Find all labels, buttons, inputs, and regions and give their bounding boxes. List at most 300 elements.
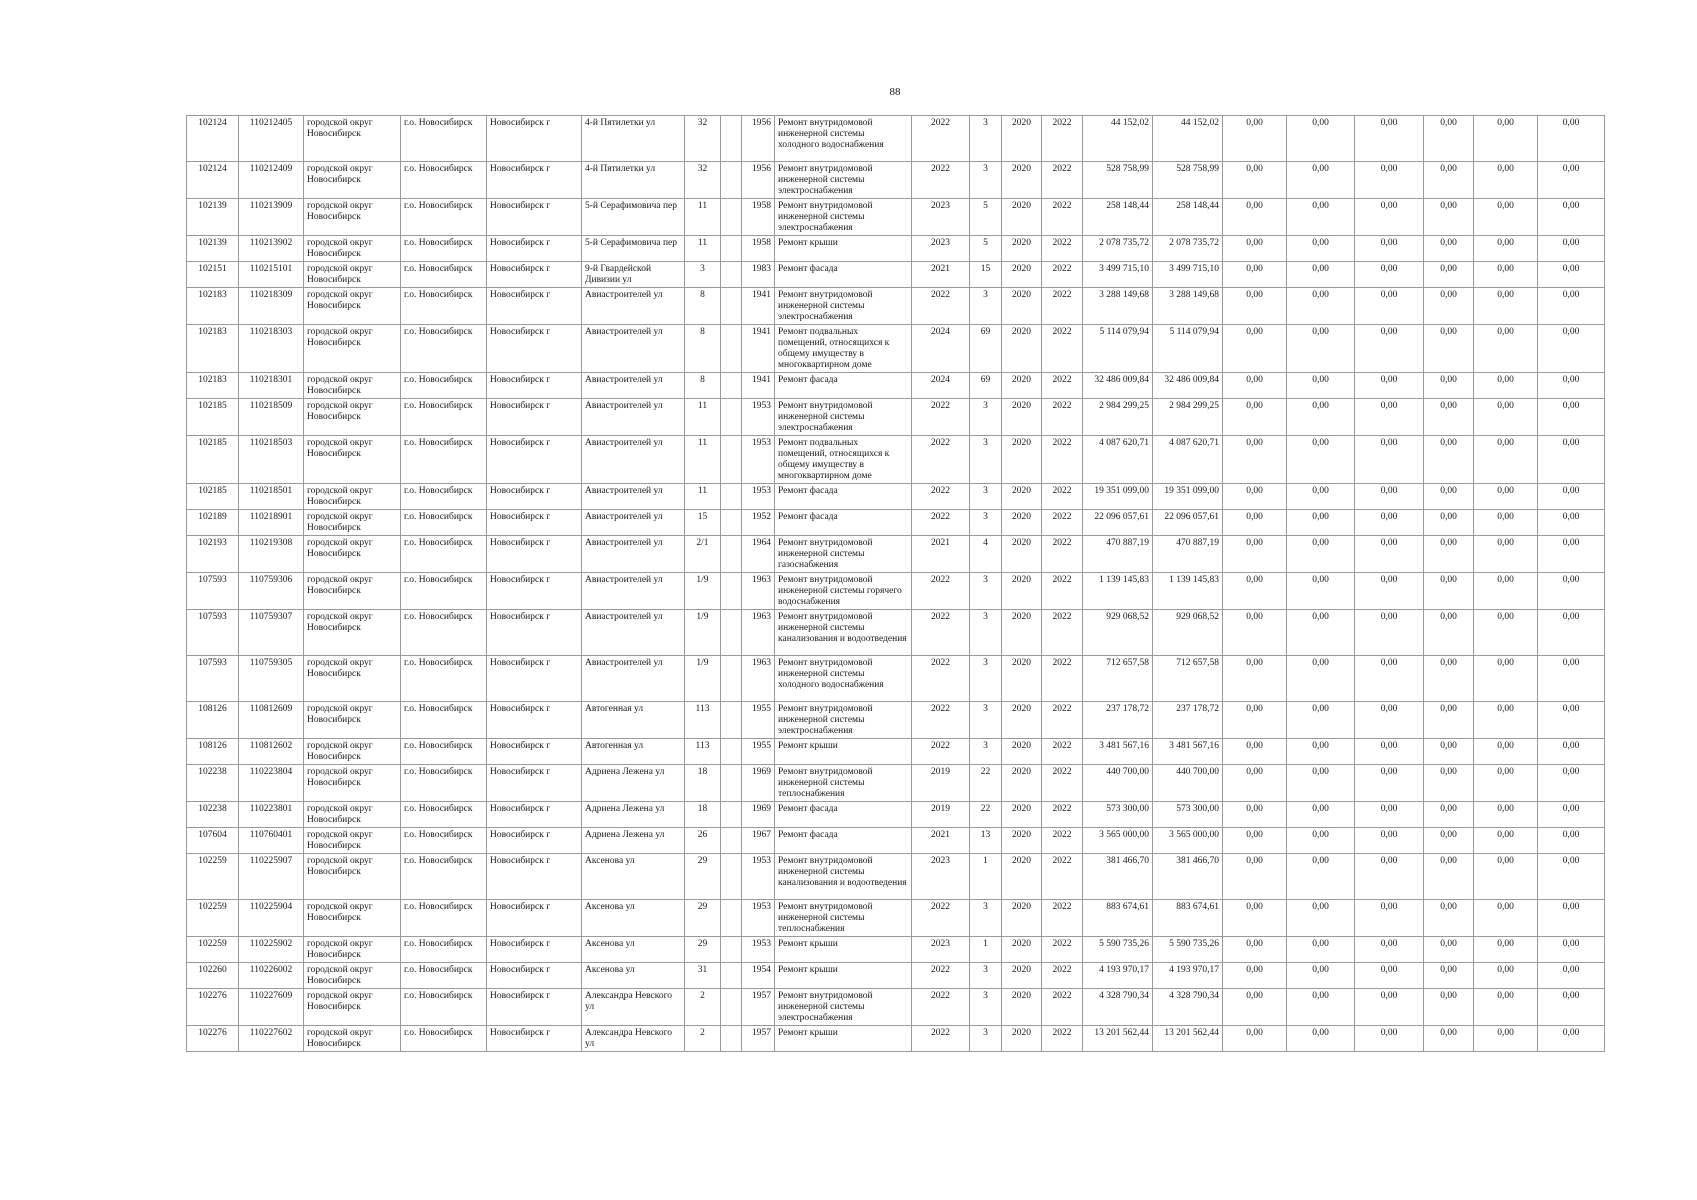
cell-cost-col-6: 0,00 (1538, 536, 1605, 573)
cell-street: Автогенная ул (582, 702, 685, 739)
cell-work-id: 110225904 (239, 900, 304, 937)
cell-period-start: 2020 (1002, 373, 1042, 399)
cell-built-year: 1964 (742, 536, 775, 573)
cell-municipality: городской округ Новосибирск (304, 162, 401, 199)
cell-period-end: 2022 (1042, 236, 1083, 262)
cell-cost-col-1: 0,00 (1223, 236, 1287, 262)
cell-cost-col-6: 0,00 (1538, 610, 1605, 656)
cell-district: г.о. Новосибирск (401, 484, 487, 510)
table-row (187, 325, 1605, 373)
cell-total-cost: 5 590 735,26 (1083, 937, 1153, 963)
cell-district: г.о. Новосибирск (401, 325, 487, 373)
cell-cost-col-2: 0,00 (1287, 199, 1355, 236)
cell-work-type: Ремонт фасада (775, 828, 912, 854)
cell-work-type: Ремонт крыши (775, 1026, 912, 1052)
cell-period-start: 2020 (1002, 739, 1042, 765)
cell-floors: 3 (970, 656, 1002, 702)
cell-period-start: 2020 (1002, 989, 1042, 1026)
cell-street: 9-й Гвардейской Дивизии ул (582, 262, 685, 288)
cell-cost-col-3: 0,00 (1355, 536, 1424, 573)
cell-cost-col-2: 0,00 (1287, 373, 1355, 399)
cell-plan-year: 2023 (912, 199, 970, 236)
cell-cost-col-3: 0,00 (1355, 288, 1424, 325)
cell-work-type: Ремонт фасада (775, 373, 912, 399)
cell-work-type: Ремонт крыши (775, 236, 912, 262)
cell-municipality: городской округ Новосибирск (304, 739, 401, 765)
cell-house-number: 1/9 (685, 656, 721, 702)
cell-cost-col-3: 0,00 (1355, 199, 1424, 236)
cell-building (721, 739, 742, 765)
cell-settlement: Новосибирск г (487, 900, 582, 937)
cell-cost-col-5: 0,00 (1474, 610, 1538, 656)
cell-house-number: 11 (685, 236, 721, 262)
table-row (187, 989, 1605, 1026)
cell-built-year: 1956 (742, 116, 775, 162)
cell-cost-col-5: 0,00 (1474, 989, 1538, 1026)
cell-cost-col-5: 0,00 (1474, 399, 1538, 436)
cell-house-id: 102139 (187, 199, 239, 236)
cell-house-number: 1/9 (685, 573, 721, 610)
cell-plan-year: 2022 (912, 702, 970, 739)
cell-street: Аксенова ул (582, 900, 685, 937)
cell-house-number: 11 (685, 199, 721, 236)
cell-cost-col-5: 0,00 (1474, 199, 1538, 236)
cell-street: Авиастроителей ул (582, 288, 685, 325)
cell-cost-col-2: 0,00 (1287, 536, 1355, 573)
cell-house-id: 102183 (187, 325, 239, 373)
cell-cost-col-5: 0,00 (1474, 854, 1538, 900)
cell-building (721, 162, 742, 199)
cell-floors: 5 (970, 236, 1002, 262)
cell-building (721, 236, 742, 262)
cell-cost-col-1: 0,00 (1223, 162, 1287, 199)
cell-house-id: 102276 (187, 1026, 239, 1052)
cell-municipality: городской округ Новосибирск (304, 262, 401, 288)
cell-street: Авиастроителей ул (582, 656, 685, 702)
cell-fund-cost: 5 114 079,94 (1153, 325, 1223, 373)
cell-period-start: 2020 (1002, 288, 1042, 325)
cell-cost-col-1: 0,00 (1223, 573, 1287, 610)
cell-fund-cost: 712 657,58 (1153, 656, 1223, 702)
cell-period-start: 2020 (1002, 854, 1042, 900)
cell-work-type: Ремонт внутридомовой инженерной системы канализования и водоотведения (775, 610, 912, 656)
table-row (187, 399, 1605, 436)
cell-fund-cost: 32 486 009,84 (1153, 373, 1223, 399)
cell-period-end: 2022 (1042, 989, 1083, 1026)
cell-period-start: 2020 (1002, 236, 1042, 262)
cell-work-type: Ремонт фасада (775, 484, 912, 510)
cell-settlement: Новосибирск г (487, 573, 582, 610)
table-row (187, 610, 1605, 656)
cell-settlement: Новосибирск г (487, 739, 582, 765)
cell-built-year: 1953 (742, 900, 775, 937)
cell-work-id: 110812602 (239, 739, 304, 765)
cell-plan-year: 2022 (912, 116, 970, 162)
cell-cost-col-4: 0,00 (1424, 963, 1474, 989)
cell-work-type: Ремонт крыши (775, 963, 912, 989)
cell-house-number: 8 (685, 373, 721, 399)
cell-work-type: Ремонт фасада (775, 510, 912, 536)
cell-district: г.о. Новосибирск (401, 1026, 487, 1052)
cell-built-year: 1967 (742, 828, 775, 854)
cell-period-end: 2022 (1042, 399, 1083, 436)
cell-street: Авиастроителей ул (582, 325, 685, 373)
cell-settlement: Новосибирск г (487, 656, 582, 702)
cell-cost-col-1: 0,00 (1223, 937, 1287, 963)
cell-cost-col-5: 0,00 (1474, 536, 1538, 573)
cell-cost-col-4: 0,00 (1424, 373, 1474, 399)
cell-plan-year: 2022 (912, 963, 970, 989)
cell-plan-year: 2023 (912, 937, 970, 963)
cell-built-year: 1957 (742, 989, 775, 1026)
cell-house-number: 8 (685, 288, 721, 325)
cell-work-type: Ремонт внутридомовой инженерной системы холодного водоснабжения (775, 116, 912, 162)
cell-building (721, 702, 742, 739)
cell-work-id: 110212405 (239, 116, 304, 162)
cell-house-id: 102185 (187, 436, 239, 484)
cell-cost-col-3: 0,00 (1355, 236, 1424, 262)
cell-building (721, 373, 742, 399)
cell-house-number: 1/9 (685, 610, 721, 656)
cell-cost-col-4: 0,00 (1424, 854, 1474, 900)
cell-cost-col-3: 0,00 (1355, 937, 1424, 963)
cell-fund-cost: 3 288 149,68 (1153, 288, 1223, 325)
cell-total-cost: 712 657,58 (1083, 656, 1153, 702)
cell-street: Александра Невского ул (582, 1026, 685, 1052)
cell-cost-col-6: 0,00 (1538, 937, 1605, 963)
cell-cost-col-2: 0,00 (1287, 765, 1355, 802)
cell-building (721, 610, 742, 656)
cell-cost-col-3: 0,00 (1355, 116, 1424, 162)
cell-house-number: 11 (685, 399, 721, 436)
table-row (187, 1026, 1605, 1052)
cell-cost-col-6: 0,00 (1538, 989, 1605, 1026)
cell-district: г.о. Новосибирск (401, 802, 487, 828)
table-row (187, 937, 1605, 963)
cell-cost-col-6: 0,00 (1538, 436, 1605, 484)
cell-cost-col-1: 0,00 (1223, 765, 1287, 802)
cell-built-year: 1941 (742, 288, 775, 325)
table-row (187, 288, 1605, 325)
cell-cost-col-2: 0,00 (1287, 702, 1355, 739)
cell-house-id: 107593 (187, 656, 239, 702)
cell-settlement: Новосибирск г (487, 373, 582, 399)
cell-settlement: Новосибирск г (487, 288, 582, 325)
cell-cost-col-5: 0,00 (1474, 116, 1538, 162)
table-row (187, 484, 1605, 510)
cell-fund-cost: 3 481 567,16 (1153, 739, 1223, 765)
cell-work-id: 110226002 (239, 963, 304, 989)
cell-fund-cost: 528 758,99 (1153, 162, 1223, 199)
cell-building (721, 510, 742, 536)
table-body (187, 116, 1605, 1052)
cell-total-cost: 3 288 149,68 (1083, 288, 1153, 325)
cell-house-id: 102238 (187, 802, 239, 828)
cell-street: Авиастроителей ул (582, 484, 685, 510)
cell-cost-col-2: 0,00 (1287, 573, 1355, 610)
cell-cost-col-6: 0,00 (1538, 1026, 1605, 1052)
cell-work-type: Ремонт внутридомовой инженерной системы электроснабжения (775, 162, 912, 199)
cell-cost-col-1: 0,00 (1223, 399, 1287, 436)
cell-cost-col-1: 0,00 (1223, 199, 1287, 236)
cell-street: Аксенова ул (582, 854, 685, 900)
cell-house-id: 102183 (187, 288, 239, 325)
cell-cost-col-6: 0,00 (1538, 802, 1605, 828)
cell-cost-col-4: 0,00 (1424, 288, 1474, 325)
cell-cost-col-5: 0,00 (1474, 937, 1538, 963)
cell-street: Александра Невского ул (582, 989, 685, 1026)
cell-work-id: 110213902 (239, 236, 304, 262)
cell-floors: 13 (970, 828, 1002, 854)
table-row (187, 854, 1605, 900)
cell-period-start: 2020 (1002, 610, 1042, 656)
cell-municipality: городской округ Новосибирск (304, 536, 401, 573)
cell-settlement: Новосибирск г (487, 610, 582, 656)
cell-cost-col-2: 0,00 (1287, 484, 1355, 510)
cell-cost-col-3: 0,00 (1355, 573, 1424, 610)
cell-cost-col-5: 0,00 (1474, 656, 1538, 702)
cell-settlement: Новосибирск г (487, 436, 582, 484)
cell-cost-col-4: 0,00 (1424, 989, 1474, 1026)
cell-cost-col-3: 0,00 (1355, 963, 1424, 989)
cell-cost-col-2: 0,00 (1287, 399, 1355, 436)
cell-period-end: 2022 (1042, 536, 1083, 573)
cell-cost-col-3: 0,00 (1355, 702, 1424, 739)
cell-cost-col-2: 0,00 (1287, 828, 1355, 854)
cell-plan-year: 2022 (912, 1026, 970, 1052)
cell-fund-cost: 929 068,52 (1153, 610, 1223, 656)
table-row (187, 199, 1605, 236)
cell-municipality: городской округ Новосибирск (304, 399, 401, 436)
cell-cost-col-5: 0,00 (1474, 963, 1538, 989)
cell-work-id: 110759305 (239, 656, 304, 702)
cell-total-cost: 3 565 000,00 (1083, 828, 1153, 854)
cell-district: г.о. Новосибирск (401, 828, 487, 854)
cell-fund-cost: 5 590 735,26 (1153, 937, 1223, 963)
cell-period-start: 2020 (1002, 199, 1042, 236)
cell-plan-year: 2023 (912, 854, 970, 900)
cell-settlement: Новосибирск г (487, 989, 582, 1026)
cell-period-start: 2020 (1002, 656, 1042, 702)
cell-work-id: 110225907 (239, 854, 304, 900)
cell-floors: 22 (970, 765, 1002, 802)
cell-period-start: 2020 (1002, 573, 1042, 610)
cell-cost-col-1: 0,00 (1223, 989, 1287, 1026)
cell-fund-cost: 19 351 099,00 (1153, 484, 1223, 510)
cell-district: г.о. Новосибирск (401, 937, 487, 963)
table-row (187, 963, 1605, 989)
cell-cost-col-5: 0,00 (1474, 325, 1538, 373)
cell-plan-year: 2019 (912, 765, 970, 802)
cell-cost-col-4: 0,00 (1424, 739, 1474, 765)
cell-cost-col-3: 0,00 (1355, 900, 1424, 937)
cell-house-number: 2 (685, 1026, 721, 1052)
cell-total-cost: 4 087 620,71 (1083, 436, 1153, 484)
cell-cost-col-5: 0,00 (1474, 739, 1538, 765)
cell-floors: 3 (970, 510, 1002, 536)
cell-fund-cost: 2 984 299,25 (1153, 399, 1223, 436)
cell-cost-col-5: 0,00 (1474, 288, 1538, 325)
cell-floors: 3 (970, 288, 1002, 325)
cell-fund-cost: 440 700,00 (1153, 765, 1223, 802)
cell-fund-cost: 3 565 000,00 (1153, 828, 1223, 854)
cell-period-end: 2022 (1042, 510, 1083, 536)
cell-work-id: 110227602 (239, 1026, 304, 1052)
cell-period-start: 2020 (1002, 828, 1042, 854)
cell-cost-col-1: 0,00 (1223, 900, 1287, 937)
cell-cost-col-3: 0,00 (1355, 828, 1424, 854)
cell-work-type: Ремонт подвальных помещений, относящихся к общему имуществу в многоквартирном доме (775, 325, 912, 373)
cell-floors: 3 (970, 116, 1002, 162)
cell-municipality: городской округ Новосибирск (304, 765, 401, 802)
cell-cost-col-3: 0,00 (1355, 854, 1424, 900)
cell-floors: 3 (970, 739, 1002, 765)
cell-house-number: 2 (685, 989, 721, 1026)
table-row (187, 765, 1605, 802)
cell-cost-col-3: 0,00 (1355, 802, 1424, 828)
cell-district: г.о. Новосибирск (401, 436, 487, 484)
cell-building (721, 828, 742, 854)
cell-district: г.о. Новосибирск (401, 373, 487, 399)
cell-built-year: 1953 (742, 399, 775, 436)
cell-street: 5-й Серафимовича пер (582, 236, 685, 262)
cell-district: г.о. Новосибирск (401, 656, 487, 702)
cell-settlement: Новосибирск г (487, 937, 582, 963)
cell-cost-col-3: 0,00 (1355, 510, 1424, 536)
cell-cost-col-2: 0,00 (1287, 236, 1355, 262)
cell-cost-col-2: 0,00 (1287, 510, 1355, 536)
cell-work-id: 110218309 (239, 288, 304, 325)
cell-house-id: 102189 (187, 510, 239, 536)
table-row (187, 900, 1605, 937)
cell-cost-col-6: 0,00 (1538, 373, 1605, 399)
cell-work-type: Ремонт фасада (775, 802, 912, 828)
cell-work-type: Ремонт крыши (775, 937, 912, 963)
cell-work-type: Ремонт крыши (775, 739, 912, 765)
cell-building (721, 262, 742, 288)
cell-cost-col-3: 0,00 (1355, 399, 1424, 436)
cell-period-end: 2022 (1042, 162, 1083, 199)
cell-plan-year: 2024 (912, 373, 970, 399)
cell-floors: 3 (970, 963, 1002, 989)
cell-district: г.о. Новосибирск (401, 288, 487, 325)
cell-floors: 22 (970, 802, 1002, 828)
cell-total-cost: 5 114 079,94 (1083, 325, 1153, 373)
cell-municipality: городской округ Новосибирск (304, 288, 401, 325)
cell-district: г.о. Новосибирск (401, 739, 487, 765)
cell-cost-col-1: 0,00 (1223, 854, 1287, 900)
cell-period-end: 2022 (1042, 436, 1083, 484)
cell-fund-cost: 237 178,72 (1153, 702, 1223, 739)
cell-plan-year: 2022 (912, 484, 970, 510)
cell-settlement: Новосибирск г (487, 484, 582, 510)
cell-house-id: 102151 (187, 262, 239, 288)
cell-work-id: 110223804 (239, 765, 304, 802)
cell-cost-col-4: 0,00 (1424, 236, 1474, 262)
cell-floors: 3 (970, 610, 1002, 656)
cell-built-year: 1941 (742, 373, 775, 399)
cell-total-cost: 2 078 735,72 (1083, 236, 1153, 262)
cell-floors: 3 (970, 702, 1002, 739)
cell-building (721, 937, 742, 963)
cell-period-end: 2022 (1042, 656, 1083, 702)
cell-house-number: 3 (685, 262, 721, 288)
cell-period-start: 2020 (1002, 963, 1042, 989)
cell-plan-year: 2023 (912, 236, 970, 262)
table-row (187, 162, 1605, 199)
cell-plan-year: 2022 (912, 162, 970, 199)
cell-period-end: 2022 (1042, 828, 1083, 854)
cell-cost-col-5: 0,00 (1474, 484, 1538, 510)
cell-house-id: 102276 (187, 989, 239, 1026)
cell-settlement: Новосибирск г (487, 854, 582, 900)
cell-house-id: 102185 (187, 399, 239, 436)
cell-total-cost: 3 481 567,16 (1083, 739, 1153, 765)
cell-building (721, 325, 742, 373)
cell-period-end: 2022 (1042, 288, 1083, 325)
cell-cost-col-1: 0,00 (1223, 828, 1287, 854)
cell-house-id: 102183 (187, 373, 239, 399)
cell-district: г.о. Новосибирск (401, 573, 487, 610)
cell-cost-col-5: 0,00 (1474, 262, 1538, 288)
cell-work-type: Ремонт внутридомовой инженерной системы газоснабжения (775, 536, 912, 573)
cell-settlement: Новосибирск г (487, 162, 582, 199)
cell-settlement: Новосибирск г (487, 765, 582, 802)
cell-district: г.о. Новосибирск (401, 536, 487, 573)
cell-cost-col-1: 0,00 (1223, 262, 1287, 288)
cell-period-start: 2020 (1002, 162, 1042, 199)
cell-municipality: городской округ Новосибирск (304, 373, 401, 399)
cell-work-id: 110212409 (239, 162, 304, 199)
cell-floors: 3 (970, 436, 1002, 484)
cell-fund-cost: 2 078 735,72 (1153, 236, 1223, 262)
cell-cost-col-4: 0,00 (1424, 900, 1474, 937)
cell-fund-cost: 381 466,70 (1153, 854, 1223, 900)
cell-building (721, 116, 742, 162)
cell-work-id: 110760401 (239, 828, 304, 854)
table-row (187, 739, 1605, 765)
cell-total-cost: 237 178,72 (1083, 702, 1153, 739)
cell-cost-col-4: 0,00 (1424, 656, 1474, 702)
cell-work-id: 110218303 (239, 325, 304, 373)
table-row (187, 373, 1605, 399)
cell-municipality: городской округ Новосибирск (304, 484, 401, 510)
cell-period-end: 2022 (1042, 854, 1083, 900)
cell-cost-col-1: 0,00 (1223, 656, 1287, 702)
cell-period-end: 2022 (1042, 1026, 1083, 1052)
cell-cost-col-2: 0,00 (1287, 900, 1355, 937)
cell-floors: 3 (970, 484, 1002, 510)
cell-period-start: 2020 (1002, 765, 1042, 802)
cell-cost-col-1: 0,00 (1223, 436, 1287, 484)
cell-house-number: 29 (685, 900, 721, 937)
cell-work-type: Ремонт внутридомовой инженерной системы теплоснабжения (775, 900, 912, 937)
cell-cost-col-6: 0,00 (1538, 854, 1605, 900)
cell-work-id: 110215101 (239, 262, 304, 288)
cell-work-id: 110218901 (239, 510, 304, 536)
cell-house-number: 15 (685, 510, 721, 536)
cell-district: г.о. Новосибирск (401, 262, 487, 288)
cell-cost-col-2: 0,00 (1287, 162, 1355, 199)
cell-cost-col-5: 0,00 (1474, 373, 1538, 399)
cell-plan-year: 2022 (912, 989, 970, 1026)
cell-floors: 3 (970, 900, 1002, 937)
cell-cost-col-2: 0,00 (1287, 325, 1355, 373)
cell-work-id: 110759306 (239, 573, 304, 610)
cell-cost-col-6: 0,00 (1538, 573, 1605, 610)
cell-period-start: 2020 (1002, 436, 1042, 484)
cell-cost-col-3: 0,00 (1355, 325, 1424, 373)
